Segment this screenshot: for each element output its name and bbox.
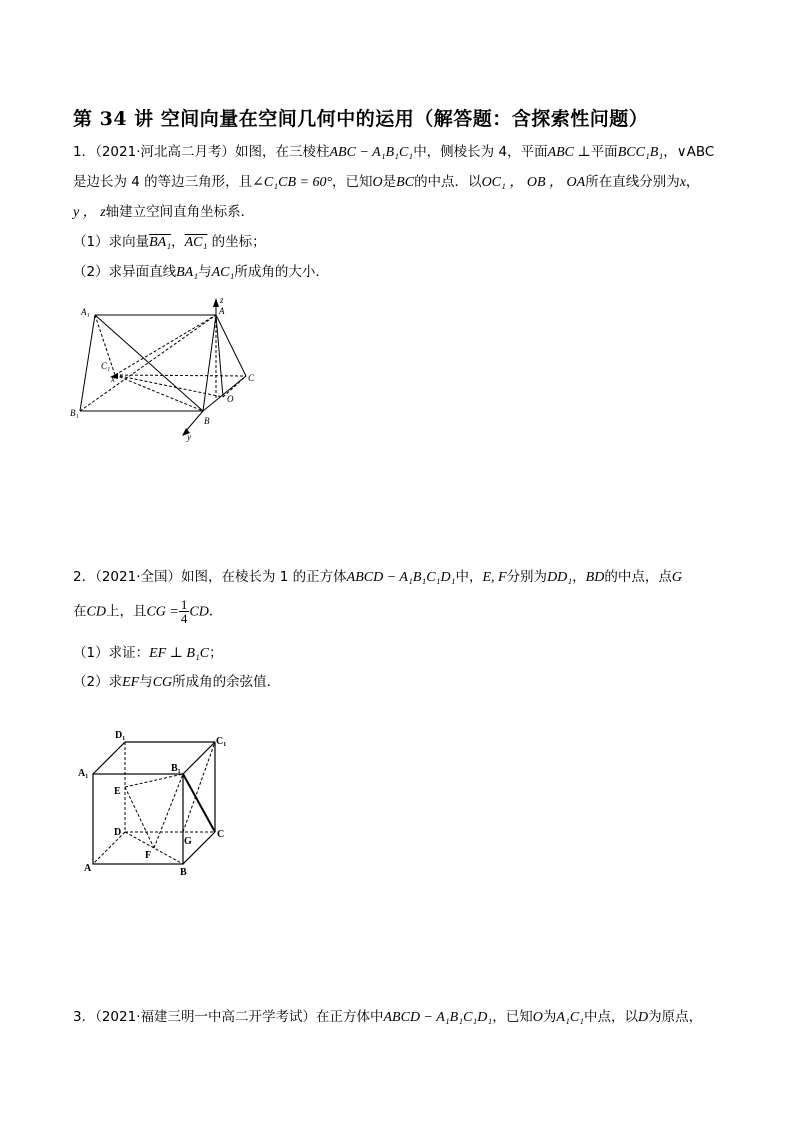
q2-math-CG: CG bbox=[152, 675, 173, 690]
q2-math-G: G bbox=[671, 570, 682, 585]
fig-label-E: E bbox=[114, 786, 121, 797]
q1-source: （2021·河北高二月考） bbox=[95, 144, 235, 160]
q2-text: 如图，在棱长为 1 的正方体 bbox=[181, 569, 347, 585]
q2-math-CG: CG = bbox=[146, 604, 179, 620]
q1-math-BA1: BA₁ bbox=[176, 265, 199, 280]
fig-label-F: F bbox=[145, 850, 152, 861]
q2-subquestion-1 bbox=[73, 641, 223, 662]
q1-math-axes: OC₁ ， OB ， OA bbox=[481, 175, 586, 190]
q2-math-DD1: DD₁ bbox=[547, 570, 573, 585]
q3-text: ，已知 bbox=[492, 1009, 533, 1025]
q2-text: 上，且 bbox=[105, 603, 147, 620]
q1-text: （1）求向量 bbox=[73, 234, 150, 250]
q2-text: 与 bbox=[139, 674, 153, 690]
q2-text: 在 bbox=[73, 603, 87, 620]
fig-label-x: x bbox=[111, 374, 115, 384]
q2-math-CD: CD bbox=[189, 604, 209, 620]
q1-math-plane: BCC₁B₁ bbox=[617, 145, 664, 160]
q2-math-cube: ABCD − A₁B₁C₁D₁ bbox=[346, 570, 456, 585]
fig-label-C1: C₁ bbox=[216, 736, 227, 747]
q1-prism-figure bbox=[70, 290, 270, 445]
q1-text: 如图，在三棱柱 bbox=[235, 144, 330, 160]
q1-subquestion-2 bbox=[73, 260, 329, 281]
q3-text: 中点，以 bbox=[584, 1009, 639, 1025]
q1-text: 所在直线分别为 bbox=[585, 174, 680, 190]
q2-math-BD: BD bbox=[585, 570, 605, 585]
q2-math-CD: CD bbox=[86, 604, 106, 620]
q1-text: 轴建立空间直角坐标系． bbox=[105, 204, 255, 220]
q2-frac-denominator: 4 bbox=[180, 611, 188, 626]
q2-subquestion-2 bbox=[73, 670, 280, 691]
q1-text: 与 bbox=[198, 264, 212, 280]
q1-text: 是 bbox=[382, 174, 397, 190]
fig-label-B: B bbox=[180, 867, 187, 878]
fig-label-B1: B₁ bbox=[70, 408, 79, 418]
fig-label-D: D bbox=[114, 827, 122, 838]
fig-label-G: G bbox=[184, 836, 192, 847]
q1-math-angle: ∠C₁CB = 60° bbox=[252, 175, 333, 190]
q1-math-perp: ABC ⊥ bbox=[547, 145, 591, 160]
fig-label-C: C bbox=[217, 829, 225, 840]
q3-math-A1C1: A₁C₁ bbox=[556, 1010, 585, 1025]
fig-label-B1: B₁ bbox=[171, 763, 181, 774]
q1-text: 中，侧棱长为 4，平面 bbox=[413, 144, 548, 160]
q3-math-O: O bbox=[532, 1010, 543, 1025]
q2-number: 2． bbox=[73, 569, 96, 585]
q1-line-2 bbox=[73, 170, 699, 191]
q1-math-O: O bbox=[372, 175, 383, 190]
q2-text: 的中点，点 bbox=[604, 569, 672, 585]
q1-math-prism: ABC − A₁B₁C₁ bbox=[329, 145, 414, 160]
q1-subquestion-1 bbox=[73, 230, 266, 251]
q2-text: ； bbox=[209, 645, 223, 661]
q2-text: 中， bbox=[455, 569, 483, 585]
q1-number: 1． bbox=[73, 144, 96, 160]
fig-label-A: A bbox=[219, 306, 225, 316]
q2-line-2 bbox=[73, 598, 222, 625]
q3-number: 3． bbox=[73, 1009, 96, 1025]
q1-math-x: x bbox=[679, 175, 686, 190]
fig-label-A: A bbox=[84, 863, 92, 874]
q1-text: 是边长为 4 的等边三角形，且 bbox=[73, 174, 253, 190]
q1-text: （2）求异面直线 bbox=[73, 264, 177, 280]
q1-math-AC1: AC₁ bbox=[211, 265, 235, 280]
q2-text: 所成角的余弦值． bbox=[172, 674, 281, 690]
fig-label-B: B bbox=[204, 416, 210, 426]
q2-math-EF: EF bbox=[122, 675, 140, 690]
q1-vector-AC1: AC₁ bbox=[184, 235, 208, 250]
q2-frac-numerator: 1 bbox=[180, 597, 188, 612]
q2-text: 分别为 bbox=[506, 569, 548, 585]
q1-text: 的中点．以 bbox=[414, 174, 482, 190]
q1-vector-BA1: BA₁ bbox=[149, 235, 172, 250]
q2-source: （2021·全国） bbox=[95, 569, 181, 585]
fig-label-y: y bbox=[187, 432, 191, 442]
q3-text: 在正方体中 bbox=[316, 1009, 384, 1025]
q1-text: ， bbox=[685, 174, 700, 190]
q2-text: ， bbox=[572, 569, 586, 585]
q1-text: ，已知 bbox=[332, 174, 373, 190]
fig-label-A1: A₁ bbox=[81, 307, 90, 317]
q1-text: 所成角的大小． bbox=[234, 264, 329, 280]
q1-text: 平面 bbox=[590, 144, 618, 160]
page-title: 第 34 讲 空间向量在空间几何中的运用（解答题：含探索性问题） bbox=[73, 108, 649, 130]
fig-label-A1: A₁ bbox=[78, 768, 89, 779]
q1-text: ，∨ABC bbox=[663, 144, 715, 160]
q1-line-1 bbox=[73, 140, 714, 161]
q3-source: （2021·福建三明一中高二开学考试） bbox=[95, 1009, 316, 1025]
q3-math-D: D bbox=[638, 1010, 649, 1025]
fig-label-D1: D₁ bbox=[115, 730, 126, 741]
q1-math-BC: BC bbox=[396, 175, 415, 190]
q2-fraction bbox=[179, 598, 190, 625]
q2-math-perp: EF ⊥ B₁C bbox=[149, 646, 210, 661]
q2-line-1 bbox=[73, 565, 682, 586]
q3-text: 为原点， bbox=[648, 1009, 703, 1025]
fig-label-O: O bbox=[227, 394, 234, 404]
q3-math-cube: ABCD − A₁B₁C₁D₁ bbox=[383, 1010, 493, 1025]
q2-text: ． bbox=[208, 603, 223, 620]
q1-line-3 bbox=[73, 200, 254, 221]
q1-math-yz: y ， z bbox=[73, 205, 106, 220]
q2-math-EF: E, F bbox=[482, 570, 507, 585]
q2-text: （2）求 bbox=[73, 674, 123, 690]
q2-text: （1）求证： bbox=[73, 645, 150, 661]
q1-text: ， bbox=[171, 234, 185, 250]
q3-line-1 bbox=[73, 1005, 702, 1026]
q1-text: 的坐标； bbox=[207, 234, 266, 250]
fig-label-C: C bbox=[248, 373, 255, 383]
fig-label-C1: C₁ bbox=[101, 361, 111, 371]
q3-text: 为 bbox=[542, 1009, 557, 1025]
fig-label-z: z bbox=[220, 295, 224, 305]
q2-cube-figure bbox=[78, 725, 238, 883]
